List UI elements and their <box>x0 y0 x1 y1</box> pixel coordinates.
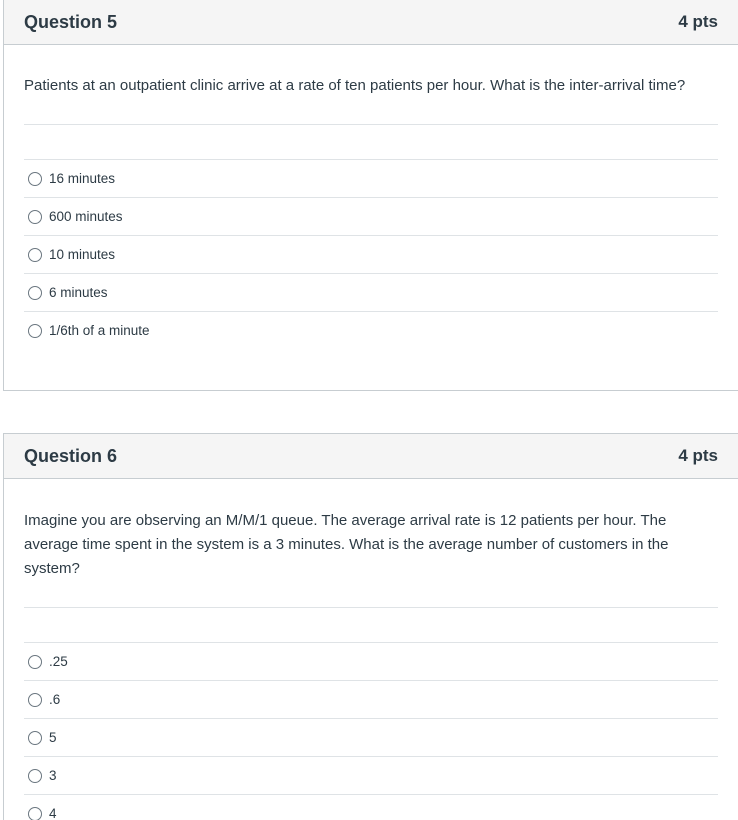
answer-option[interactable] <box>24 642 718 680</box>
radio-button[interactable] <box>28 731 42 745</box>
answer-option[interactable] <box>24 273 718 311</box>
question-header <box>4 0 738 45</box>
radio-button[interactable] <box>28 693 42 707</box>
answer-label[interactable]: 4 <box>49 806 57 820</box>
answer-label[interactable]: 16 minutes <box>49 171 116 186</box>
question-6-card <box>3 433 738 820</box>
divider <box>24 607 718 608</box>
answer-label[interactable]: 3 <box>49 768 57 783</box>
question-text: Patients at an outpatient clinic arrive at a rate of ten patients per hour. What is the inter-arrival time? <box>24 77 686 94</box>
answer-label[interactable]: .6 <box>49 692 61 707</box>
divider <box>24 124 718 125</box>
radio-button[interactable] <box>28 807 42 820</box>
radio-button[interactable] <box>28 655 42 669</box>
answer-option[interactable] <box>24 680 718 718</box>
answer-label[interactable]: 6 minutes <box>49 285 108 300</box>
answer-list <box>24 159 718 349</box>
answer-option[interactable] <box>24 794 718 820</box>
question-5-card <box>3 0 738 391</box>
answer-option[interactable] <box>24 159 718 197</box>
answer-option[interactable] <box>24 718 718 756</box>
question-points: 4 pts <box>678 446 718 465</box>
radio-button[interactable] <box>28 248 42 262</box>
question-header <box>4 434 738 479</box>
question-title: Question 6 <box>24 445 118 466</box>
radio-button[interactable] <box>28 286 42 300</box>
answer-option[interactable] <box>24 311 718 349</box>
radio-button[interactable] <box>28 210 42 224</box>
radio-button[interactable] <box>28 172 42 186</box>
question-title: Question 5 <box>24 11 118 32</box>
answer-list <box>24 642 718 820</box>
answer-label[interactable]: 1/6th of a minute <box>49 323 150 338</box>
question-text: Imagine you are observing an M/M/1 queue. The average arrival rate is 12 patients per hour. The average time spent in the system is a 3 minutes. What is the average number of customers in the system? <box>24 512 669 577</box>
question-points: 4 pts <box>678 12 718 31</box>
answer-option[interactable] <box>24 197 718 235</box>
answer-option[interactable] <box>24 756 718 794</box>
answer-label[interactable]: 10 minutes <box>49 247 116 262</box>
radio-button[interactable] <box>28 324 42 338</box>
answer-option[interactable] <box>24 235 718 273</box>
answer-label[interactable]: .25 <box>49 654 68 669</box>
radio-button[interactable] <box>28 769 42 783</box>
answer-label[interactable]: 600 minutes <box>49 209 123 224</box>
answer-label[interactable]: 5 <box>49 730 57 745</box>
